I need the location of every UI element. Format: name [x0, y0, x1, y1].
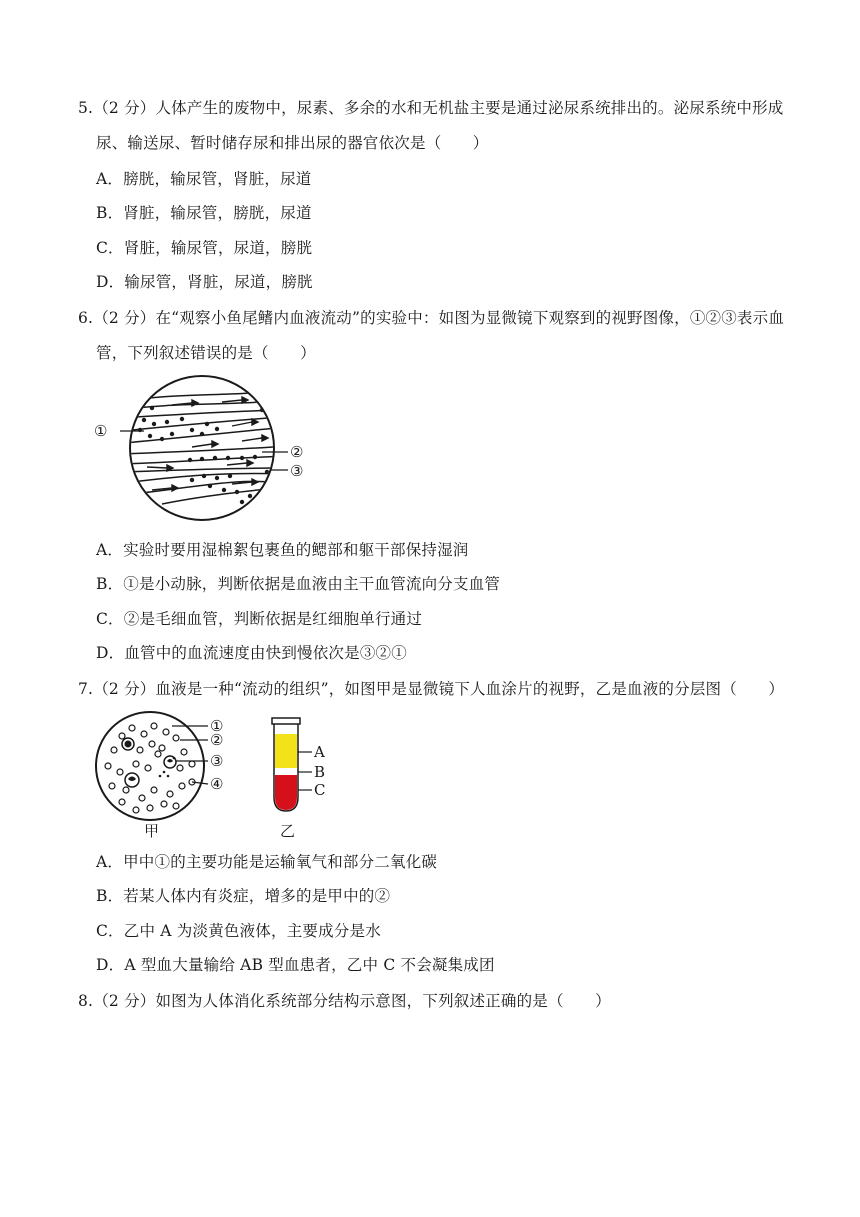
caption-yi: 乙 [280, 822, 296, 840]
q6-stem-line2: 管，下列叙述错误的是（ ） [96, 344, 316, 362]
q7-option-c: C．乙中 A 为淡黄色液体，主要成分是水 [96, 922, 381, 940]
q6-stem-line1: 6.（2 分）在“观察小鱼尾鳍内血液流动”的实验中：如图为显微镜下观察到的视野图像，①②③表示血 [78, 309, 785, 327]
white-cell-layer [275, 768, 297, 775]
label-jia-3: ③ [210, 752, 224, 770]
q5-option-c: C．肾脏，输尿管，尿道，膀胱 [96, 239, 313, 257]
q6-option-b: B．①是小动脉，判断依据是血液由主干血管流向分支血管 [96, 575, 501, 593]
label-jia-1: ① [210, 717, 224, 735]
label-vessel-1: ① [94, 422, 108, 440]
q6-option-c: C．②是毛细血管，判断依据是红细胞单行通过 [96, 610, 423, 628]
plasma-layer [275, 734, 297, 768]
q6-option-a: A．实验时要用湿棉絮包裹鱼的鳃部和躯干部保持湿润 [96, 541, 469, 559]
label-yi-b: B [314, 763, 326, 781]
q5-option-d: D．输尿管，肾脏，尿道，膀胱 [96, 273, 313, 291]
label-jia-2: ② [210, 731, 224, 749]
label-jia-4: ④ [210, 775, 224, 793]
q5-stem-line2: 尿、输送尿、暂时储存尿和排出尿的器官依次是（ ） [96, 134, 489, 152]
label-vessel-3: ③ [290, 462, 304, 480]
q7-stem-line1: 7.（2 分）血液是一种“流动的组织”，如图甲是显微镜下人血涂片的视野，乙是血液的分层图（ ） [78, 680, 785, 698]
q5-stem-line1: 5.（2 分）人体产生的废物中，尿素、多余的水和无机盐主要是通过泌尿系统排出的。泌尿系统中形成 [78, 99, 784, 117]
blood-smear-figure-jia [92, 706, 242, 840]
label-vessel-2: ② [290, 443, 304, 461]
q5-option-b: B．肾脏，输尿管，膀胱，尿道 [96, 204, 312, 222]
q8-stem-line1: 8.（2 分）如图为人体消化系统部分结构示意图，下列叙述正确的是（ ） [78, 992, 611, 1010]
fish-tail-microscope-figure [92, 372, 322, 524]
caption-jia: 甲 [144, 822, 160, 840]
q7-option-d: D．A 型血大量输给 AB 型血患者，乙中 C 不会凝集成团 [96, 956, 495, 974]
blood-layer-tube-figure-yi [262, 712, 342, 842]
q5-option-a: A．膀胱，输尿管，肾脏，尿道 [96, 170, 312, 188]
q7-option-b: B．若某人体内有炎症，增多的是甲中的② [96, 887, 391, 905]
label-yi-a: A [314, 743, 325, 761]
q7-option-a: A．甲中①的主要功能是运输氧气和部分二氧化碳 [96, 853, 438, 871]
label-yi-c: C [314, 781, 326, 799]
q6-option-d: D．血管中的血流速度由快到慢依次是③②① [96, 644, 407, 662]
red-cell-layer [275, 775, 297, 810]
